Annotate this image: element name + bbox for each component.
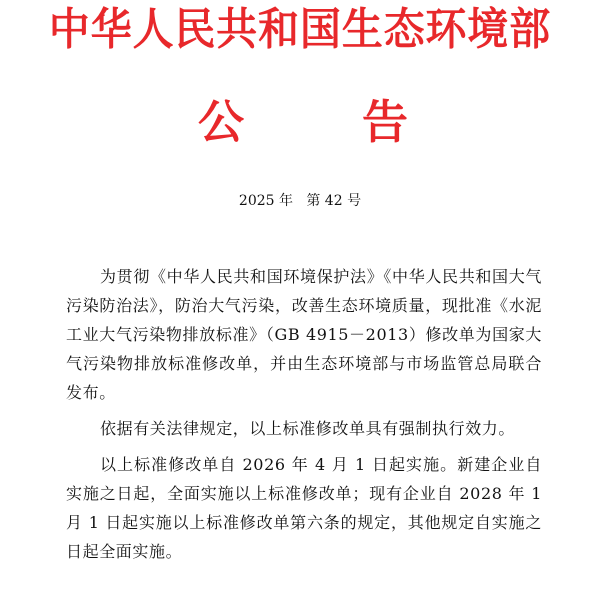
document-type-char-1: 公 [198, 95, 244, 149]
announcement-body [66, 262, 542, 573]
document-type-char-2: 告 [362, 95, 408, 149]
document-type-heading [198, 94, 408, 150]
body-paragraph-3: 以上标准修改单自 2026 年 4 月 1 日起实施。新建企业自实施之日起，全面实施以上标准修改单；现有企业自 2028 年 1 月 1 日起实施以上标准修改单第六条的规定，其他规定自实施之日起全面实施。 [66, 455, 542, 561]
document-number: 2025 年 第 42 号 [238, 193, 362, 209]
body-paragraph-2: 依据有关法律规定，以上标准修改单具有强制执行效力。 [100, 419, 516, 438]
issuer-title: 中华人民共和国生态环境部 [48, 4, 552, 55]
body-paragraph-1: 为贯彻《中华人民共和国环境保护法》《中华人民共和国大气污染防治法》，防治大气污染，改善生态环境质量，现批准《水泥工业大气污染物排放标准》（GB 4915－2013）修改单为国家大气污染物排放标准修改单，并由生态环境部与市场监管总局联合发布。 [66, 267, 542, 402]
